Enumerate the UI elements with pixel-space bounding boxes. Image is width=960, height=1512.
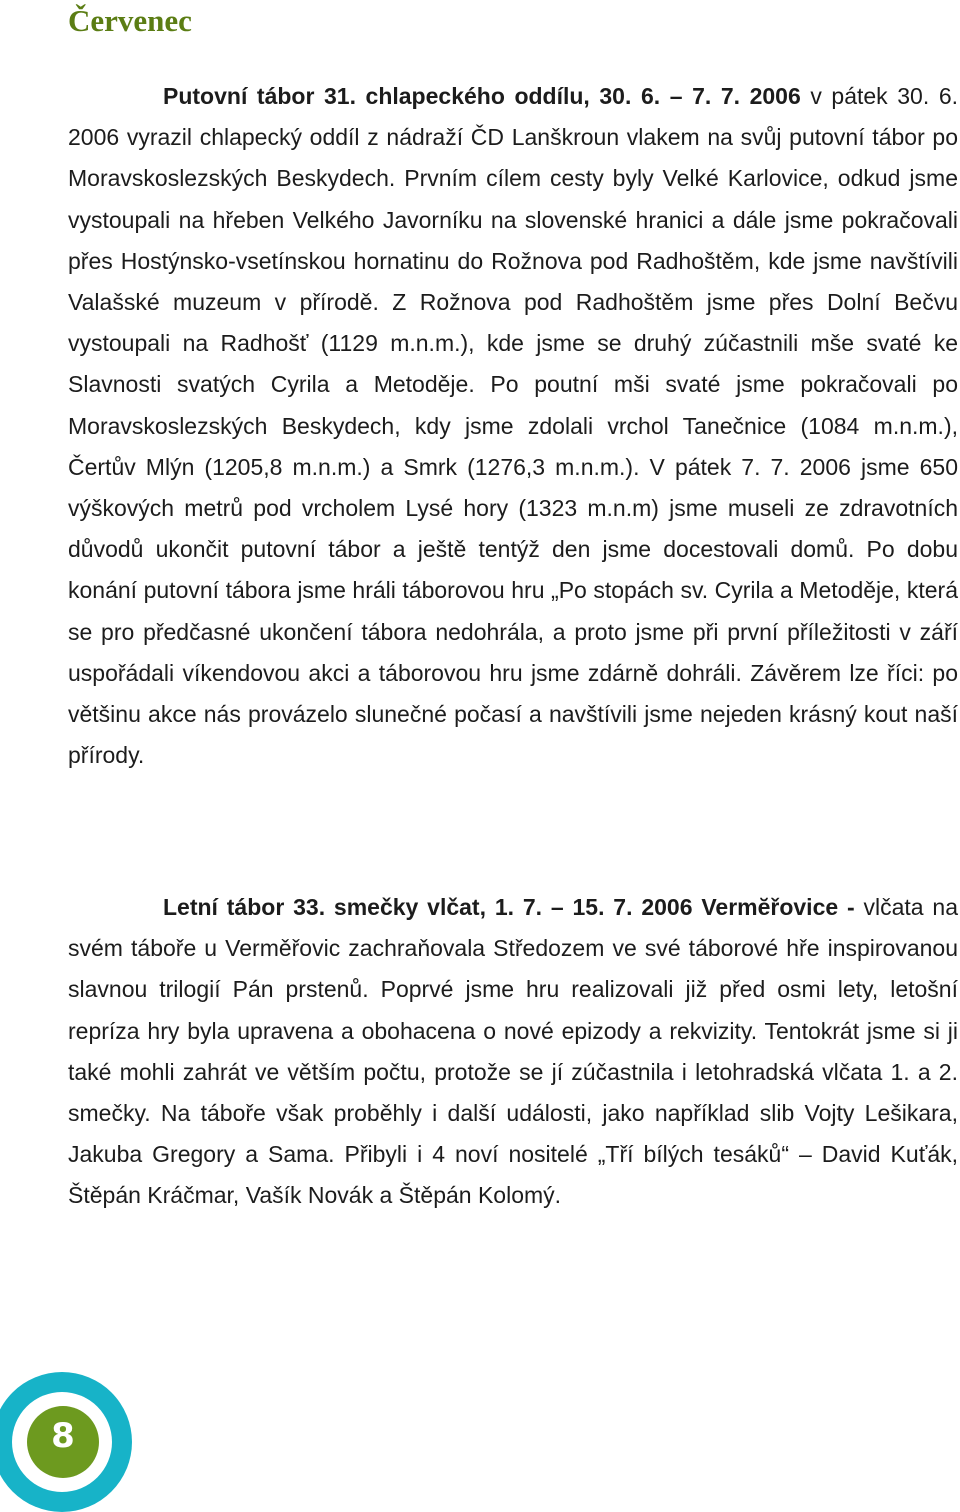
article-title: Putovní tábor 31. chlapeckého oddílu, 30. 6. – 7. 7. 2006 bbox=[163, 83, 811, 109]
article-title: Letní tábor 33. smečky vlčat, 1. 7. – 15. 7. 2006 Vermĕřovice - bbox=[163, 894, 864, 920]
article-putovni-tabor bbox=[68, 76, 958, 776]
page-title: Červenec bbox=[68, 3, 192, 38]
article-body: vlčata na svém táboře u Verměřovic zachraňovala Středozem ve své táborové hře inspirovanou slavnou trilogií Pán prstenů. Poprvé jsme hru realizovali již před osmi lety, letošní repríza hry byla upravena a obohacena o nové epizody a rekvizity. Tentokrát jsme si ji také mohli zahrát ve větším počtu, protože se jí zúčastnila i letohradská vlčata 1. a 2. smečky. Na táboře však proběhly i další události, jako například slib Vojty Lešikara, Jakuba Gregory a Sama. Přibyli i 4 noví nositelé „Tří bílých tesáků“ – David Kuťák, Štěpán Kráčmar, Vašík Novák a Štěpán Kolomý. bbox=[68, 894, 958, 1209]
article-letni-tabor bbox=[68, 887, 958, 1217]
article-body: v pátek 30. 6. 2006 vyrazil chlapecký oddíl z nádraží ČD Lanškroun vlakem na svůj putovní tábor po Moravskoslezských Beskydech. Prvním cílem cesty byly Velké Karlovice, odkud jsme vystoupali na hřeben Velkého Javorníku na slovenské hranici a dále jsme pokračovali přes Hostýnsko-vsetínskou hornatinu do Rožnova pod Radhoštěm, kde jsme navštívili Valašské muzeum v přírodě. Z Rožnova pod Radhoštěm jsme přes Dolní Bečvu vystoupali na Radhošť (1129 m.n.m.), kde jsme se druhý zúčastnili mše svaté ke Slavnosti svatých Cyrila a Metoděje. Po poutní mši svaté jsme pokračovali po Moravskoslezských Beskydech, kdy jsme zdolali vrchol Tanečnice (1084 m.n.m.), Čertův Mlýn (1205,8 m.n.m.) a Smrk (1276,3 m.n.m.). V pátek 7. 7. 2006 jsme 650 výškových metrů pod vrcholem Lysé hory (1323 m.n.m) jsme museli ze zdravotních důvodů ukončit putovní tábor a ještě tentýž den jsme docestovali domů. Po dobu konání putovní tábora jsme hráli táborovou hru „Po stopách sv. Cyrila a Metoděje, která se pro předčasné ukončení tábora nedohrála, a proto jsme při první příležitosti v září uspořádali víkendovou akci a táborovou hru jsme zdárně dohráli. Závěrem lze říci: po většinu akce nás provázelo slunečné počasí a navštívili jsme nejeden krásný kout naší přírody. bbox=[68, 83, 958, 769]
page-number: 8 bbox=[51, 1416, 75, 1456]
